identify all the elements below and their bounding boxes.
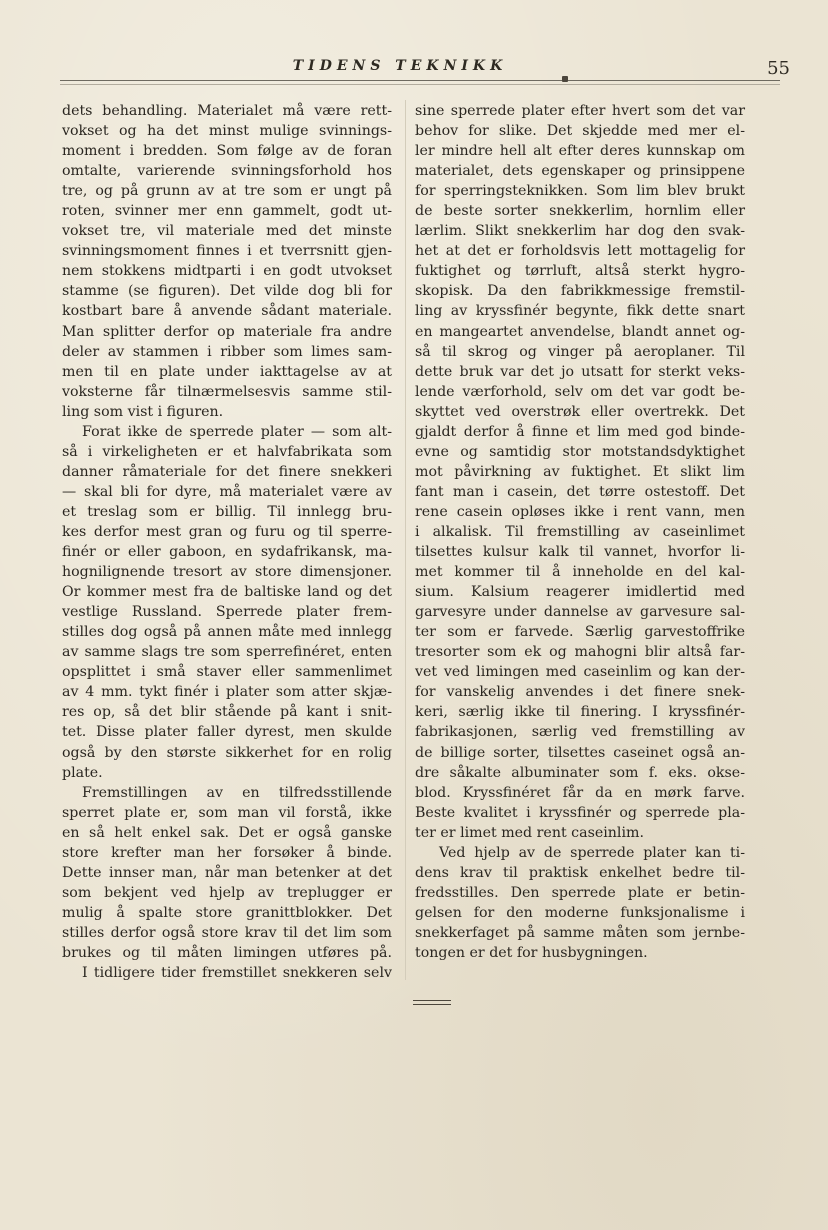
text-line: fabrikasjonen, særlig ved fremstilling av xyxy=(415,724,745,741)
text-line: tilsettes kulsur kalk til vannet, hvorfor li- xyxy=(415,544,745,561)
text-line: behov for slike. Det skjedde med mer el- xyxy=(415,123,745,140)
text-line: fredsstilles. Den sperrede plate er betin- xyxy=(415,884,745,901)
text-line: lende værforhold, selv om det var godt be- xyxy=(415,383,745,400)
end-rule xyxy=(413,1000,451,1001)
text-line: ler mindre hell alt efter deres kunnskap om xyxy=(415,143,745,160)
text-line: et treslag som er billig. Til innlegg bru- xyxy=(62,503,392,520)
header-ornament xyxy=(562,76,568,82)
left-column xyxy=(62,101,392,983)
text-line: Or kommer mest fra de baltiske land og det xyxy=(62,584,392,601)
text-line: roten, svinner mer enn gammelt, godt ut- xyxy=(62,203,392,220)
end-rule-secondary xyxy=(413,1004,451,1005)
text-line: stamme (se figuren). Det vilde dog bli for xyxy=(62,283,392,300)
text-line: het at det er forholdsvis lett mottagelig for xyxy=(415,243,745,260)
text-line: opsplittet i små staver eller sammenlimet xyxy=(62,664,392,681)
text-line: skopisk. Da den fabrikkmessige fremstil- xyxy=(415,283,745,300)
text-line: I tidligere tider fremstillet snekkeren selv xyxy=(82,965,392,982)
page-number: 55 xyxy=(767,58,790,79)
text-line: ter som er farvede. Særlig garvestoffrike xyxy=(415,624,745,641)
text-line: mulig å spalte store granittblokker. Det xyxy=(62,904,392,921)
text-line: så til skrog og vinger på aeroplaner. Til xyxy=(415,343,745,360)
text-line: for vanskelig anvendes i det finere snek- xyxy=(415,684,745,701)
text-line: hognilignende tresort av store dimensjoner. xyxy=(62,564,392,581)
text-line: Beste kvalitet i kryssfinér og sperrede pla- xyxy=(415,804,745,821)
text-line: lærlim. Slikt snekkerlim har dog den svak- xyxy=(415,223,745,240)
text-line: danner råmateriale for det finere snekkeri xyxy=(62,463,392,480)
text-line: garvesyre under dannelse av garvesure sal- xyxy=(415,604,745,621)
text-line: brukes og til måten limingen utføres på. xyxy=(62,944,392,961)
text-line: så i virkeligheten er et halvfabrikata som xyxy=(62,443,392,460)
text-line: Dette innser man, når man betenker at det xyxy=(62,864,392,881)
text-line: rene casein opløses ikke i rent vann, men xyxy=(415,503,745,520)
text-line: keri, særlig ikke til finering. I kryssfinér- xyxy=(415,704,745,721)
text-line: materialet, dets egenskaper og prinsippene xyxy=(415,163,745,180)
text-line: ling av kryssfinér begynte, fikk dette snart xyxy=(415,303,745,320)
text-line: for sperringsteknikken. Som lim blev brukt xyxy=(415,183,745,200)
text-line: skyttet ved overstrøk eller overtrekk. Det xyxy=(415,403,745,420)
text-line: ter er limet med rent caseinlim. xyxy=(415,824,644,841)
text-line: Man splitter derfor op materiale fra andre xyxy=(62,323,392,340)
text-line: finér or eller gaboon, en sydafrikansk, ma- xyxy=(62,544,392,561)
text-line: de beste sorter snekkerlim, hornlim eller xyxy=(415,203,745,220)
text-line: vokset og ha det minst mulige svinnings- xyxy=(62,123,392,140)
text-line: svinningsmoment finnes i et tverrsnitt gjen- xyxy=(62,243,392,260)
text-line: dens krav til praktisk enkelhet bedre til- xyxy=(415,864,745,881)
text-line: plate. xyxy=(62,764,103,781)
running-title: TIDENS TEKNIKK xyxy=(292,58,508,74)
header-rule-secondary xyxy=(60,84,780,85)
text-line: Fremstillingen av en tilfredsstillende xyxy=(82,784,392,801)
text-line: kostbart bare å anvende sådant materiale. xyxy=(62,303,392,320)
text-line: stilles dog også på annen måte med innlegg xyxy=(62,624,392,641)
text-line: vet ved limingen med caseinlim og kan der- xyxy=(415,664,745,681)
text-line: — skal bli for dyre, må materialet være av xyxy=(62,483,392,500)
text-line: moment i bredden. Som følge av de foran xyxy=(62,143,392,160)
text-line: dets behandling. Materialet må være rett- xyxy=(62,103,392,119)
text-line: snekkerfaget på samme måten som jernbe- xyxy=(415,924,745,941)
text-line: Ved hjelp av de sperrede plater kan ti- xyxy=(439,844,745,861)
text-line: tet. Disse plater faller dyrest, men skulde xyxy=(62,724,392,741)
text-line: tongen er det for husbygningen. xyxy=(415,944,648,961)
text-line: Forat ikke de sperrede plater — som alt- xyxy=(82,423,392,440)
text-line: men til en plate under iakttagelse av at xyxy=(62,363,392,380)
text-line: blod. Kryssfinéret får da en mørk farve. xyxy=(415,784,745,801)
text-line: tre, og på grunn av at tre som er ungt på xyxy=(62,183,392,200)
text-line: stilles derfor også store krav til det lim som xyxy=(62,924,392,941)
text-line: omtalte, varierende svinningsforhold hos xyxy=(62,163,392,180)
text-line: gjaldt derfor å finne et lim med god binde- xyxy=(415,423,745,440)
text-line: av samme slags tre som sperrefinéret, enten xyxy=(62,644,392,661)
text-line: met kommer til å inneholde en del kal- xyxy=(415,564,745,581)
text-line: evne og samtidig stor motstandsdyktighet xyxy=(415,443,745,460)
text-line: deler av stammen i ribber som limes sam- xyxy=(62,343,392,360)
text-line: sine sperrede plater efter hvert som det var xyxy=(415,103,745,119)
column-divider xyxy=(405,100,406,980)
text-line: i alkalisk. Til fremstilling av caseinlimet xyxy=(415,523,745,540)
text-line: en mangeartet anvendelse, blandt annet og- xyxy=(415,323,745,340)
right-column xyxy=(415,101,745,963)
text-line: mot påvirkning av fuktighet. Et slikt lim xyxy=(415,463,745,480)
text-line: gelsen for den moderne funksjonalisme i xyxy=(415,904,745,921)
text-line: fuktighet og tørrluft, altså sterkt hygro- xyxy=(415,263,745,280)
text-line: store krefter man her forsøker å binde. xyxy=(62,844,392,861)
text-line: de billige sorter, tilsettes caseinet også an- xyxy=(415,744,745,761)
text-line: av 4 mm. tykt finér i plater som atter skjæ- xyxy=(62,684,392,701)
text-line: en så helt enkel sak. Det er også ganske xyxy=(62,824,392,841)
text-line: dette bruk var det jo utsatt for sterkt veks- xyxy=(415,363,745,380)
text-line: vestlige Russland. Sperrede plater frem- xyxy=(62,604,392,621)
text-line: nem stokkens midtparti i en godt utvokset xyxy=(62,263,392,280)
text-line: vokset tre, vil materiale med det minste xyxy=(62,223,392,240)
text-line: res op, så det blir stående på kant i snit- xyxy=(62,704,392,721)
text-line: sium. Kalsium reagerer imidlertid med xyxy=(415,584,745,601)
text-line: sperret plate er, som man vil forstå, ikke xyxy=(62,804,392,821)
text-line: tresorter som ek og mahogni blir altså far- xyxy=(415,644,745,661)
text-line: ling som vist i figuren. xyxy=(62,403,224,420)
text-line: som bekjent ved hjelp av treplugger er xyxy=(62,884,392,901)
text-line: voksterne får tilnærmelsesvis samme stil- xyxy=(62,383,392,400)
text-line: dre såkalte albuminater som f. eks. okse- xyxy=(415,764,745,781)
text-line: også by den største sikkerhet for en rolig xyxy=(62,744,392,761)
text-line: kes derfor mest gran og furu og til sperre- xyxy=(62,523,392,540)
text-line: fant man i casein, det tørre ostestoff. Det xyxy=(415,483,745,500)
header-rule xyxy=(60,80,780,81)
